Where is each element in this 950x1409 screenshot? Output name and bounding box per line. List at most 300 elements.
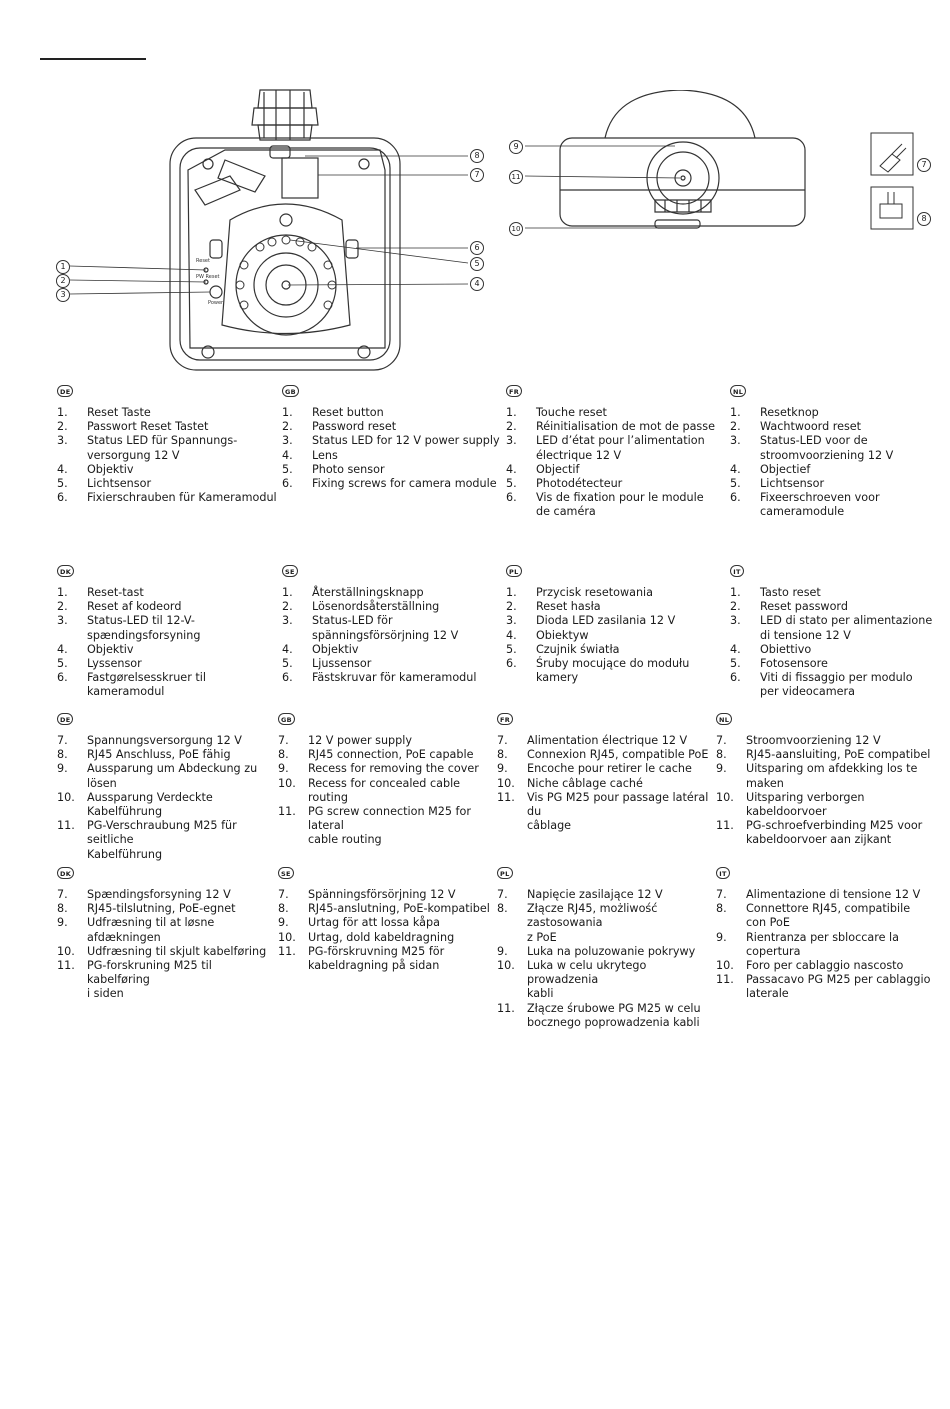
legend-item-text: LED d’état pour l’alimentation électrique 12 V (536, 434, 705, 462)
legend-item-number: 4. (506, 462, 517, 476)
legend-item-text: Status-LED til 12-V- spændingsforsyning (87, 614, 201, 642)
legend-item-text: Fästskruvar för kameramodul (312, 671, 477, 685)
callout-4: 4 (470, 277, 484, 291)
legend-item-number: 8. (278, 902, 289, 916)
legend-item (506, 463, 726, 477)
legend-item-text: Fixierschrauben für Kameramodul (87, 491, 277, 505)
legend-de-2 (57, 712, 275, 862)
legend-item (730, 463, 945, 477)
legend-nl-2 (716, 712, 931, 848)
legend-item-number: 9. (716, 930, 727, 944)
callout-plug-7: 7 (917, 158, 931, 172)
legend-item (497, 945, 711, 959)
legend-fr-2 (497, 712, 711, 833)
legend-item-number: 4. (506, 628, 517, 642)
legend-item-text: Alimentation électrique 12 V (527, 734, 688, 747)
legend-item-number: 2. (282, 600, 293, 614)
legend-item (506, 491, 726, 519)
legend-item-number: 9. (57, 762, 68, 776)
legend-item-number: 5. (730, 657, 741, 671)
legend-item-number: 7. (278, 888, 289, 901)
language-badge: NL (730, 385, 746, 397)
callout-11: 11 (509, 170, 523, 184)
legend-item (716, 748, 931, 762)
legend-item-text: Uitsparing om afdekking los te maken (746, 762, 918, 790)
legend-item (730, 491, 945, 519)
legend-item-text: PG-förskruvning M25 för kabeldragning på sidan (308, 944, 445, 973)
legend-item-text: Objektiv (87, 642, 134, 656)
language-badge: NL (716, 713, 732, 725)
legend-item (57, 657, 277, 671)
legend-item-number: 3. (57, 434, 68, 448)
legend-item (730, 657, 945, 671)
legend-item (278, 888, 493, 902)
legend-item-number: 8. (57, 748, 68, 762)
legend-item-text: RJ45 connection, PoE capable (308, 748, 474, 762)
legend-item-text: Dioda LED zasilania 12 V (536, 614, 676, 628)
legend-item-number: 11. (57, 959, 75, 973)
legend-item (57, 434, 277, 462)
legend-item-text: Ljussensor (312, 657, 372, 671)
legend-item (716, 762, 931, 790)
legend-item (506, 629, 726, 643)
legend-item (730, 477, 945, 491)
legend-item (497, 762, 711, 776)
legend-item-text: Resetknop (760, 406, 819, 419)
legend-item (506, 420, 726, 434)
legend-item-number: 7. (278, 734, 289, 747)
legend-item-text: Fotosensore (760, 657, 828, 671)
legend-item (506, 614, 726, 628)
legend-item-number: 10. (497, 776, 515, 790)
language-badge: FR (506, 385, 522, 397)
legend-item-number: 1. (506, 586, 517, 599)
legend-item (497, 777, 711, 791)
legend-item-number: 6. (57, 491, 68, 505)
legend-item (506, 600, 726, 614)
legend-item (506, 643, 726, 657)
legend-item-number: 7. (716, 888, 727, 901)
legend-item-number: 7. (716, 734, 727, 747)
legend-item (282, 643, 500, 657)
legend-item-number: 1. (282, 406, 293, 419)
legend-item-number: 1. (730, 406, 741, 419)
legend-item-text: Lösenordsåterställning (312, 600, 440, 614)
legend-item-text: PG-schroefverbinding M25 voor kabeldoorvoer aan zijkant (746, 819, 923, 847)
legend-item-number: 3. (730, 614, 741, 628)
legend-item-number: 10. (716, 959, 734, 973)
legend-item-text: Objectief (760, 462, 811, 476)
legend-item (278, 916, 493, 930)
legend-dk-2 (57, 866, 275, 1002)
legend-item (730, 614, 945, 642)
legend-item-number: 4. (282, 642, 293, 656)
callout-10: 10 (509, 222, 523, 236)
legend-item (730, 643, 945, 657)
legend-item-text: Urtag, dold kabeldragning (308, 930, 455, 944)
language-badge: PL (497, 867, 513, 879)
legend-item-text: Obiektyw (536, 628, 589, 642)
legend-de-1 (57, 384, 277, 505)
legend-item (278, 805, 493, 848)
legend-item-number: 1. (506, 406, 517, 419)
legend-item-text: Czujnik światła (536, 642, 620, 656)
camera-side-figure (505, 90, 815, 240)
legend-item-text: Status LED für Spannungs- versorgung 12 V (87, 434, 238, 462)
language-badge: DK (57, 565, 74, 577)
legend-item-number: 6. (282, 477, 293, 491)
legend-item (57, 463, 277, 477)
legend-it-2 (716, 866, 931, 1002)
legend-item-number: 4. (57, 462, 68, 476)
legend-item-text: Obiettivo (760, 642, 812, 656)
legend-item-number: 4. (282, 448, 293, 462)
language-badge: IT (730, 565, 744, 577)
legend-item-number: 3. (506, 614, 517, 628)
legend-item-text: LED di stato per alimentazione di tensione 12 V (760, 614, 933, 642)
legend-item-number: 6. (57, 671, 68, 685)
legend-item-text: Foro per cablaggio nascosto (746, 959, 904, 973)
language-badge: DE (57, 713, 73, 725)
legend-item-text: Connexion RJ45, compatible PoE (527, 748, 709, 762)
legend-item (282, 671, 500, 685)
legend-nl-1 (730, 384, 945, 520)
legend-item (57, 477, 277, 491)
legend-item-number: 2. (57, 600, 68, 614)
legend-item-text: Reset af kodeord (87, 600, 182, 614)
legend-item-text: Status-LED för spänningsförsörjning 12 V (312, 614, 459, 642)
legend-item (278, 748, 493, 762)
legend-item-number: 2. (282, 420, 293, 434)
legend-item-text: RJ45-tilslutning, PoE-egnet (87, 902, 236, 916)
language-badge: GB (278, 713, 295, 725)
legend-item (57, 614, 277, 642)
legend-item-text: Reset button (312, 406, 384, 419)
legend-item-number: 11. (716, 973, 734, 987)
legend-item-text: Reset-tast (87, 586, 144, 599)
legend-item-text: PG-forskruning M25 til kabelføring i siden (87, 959, 212, 1001)
legend-item-number: 4. (730, 462, 741, 476)
legend-item (730, 586, 945, 600)
legend-item (57, 945, 275, 959)
legend-item-number: 10. (278, 776, 296, 790)
legend-item-text: Spänningsförsörjning 12 V (308, 888, 456, 901)
legend-item-number: 1. (282, 586, 293, 599)
legend-item (57, 748, 275, 762)
legend-item-text: Photodétecteur (536, 477, 623, 491)
legend-item (506, 477, 726, 491)
legend-item (497, 1002, 711, 1030)
rj45-plug-figure (870, 186, 932, 230)
callout-6: 6 (470, 241, 484, 255)
legend-item-number: 8. (57, 902, 68, 916)
legend-gb-1 (282, 384, 500, 491)
language-badge: GB (282, 385, 299, 397)
legend-item-number: 2. (506, 600, 517, 614)
legend-item-text: Uitsparing verborgen kabeldoorvoer (746, 790, 865, 819)
legend-item-text: Touche reset (536, 406, 607, 419)
callout-plug-8: 8 (917, 212, 931, 226)
legend-item-number: 11. (497, 790, 515, 804)
legend-item (716, 931, 931, 959)
legend-item-text: Luka na poluzowanie pokrywy (527, 944, 696, 958)
legend-item-number: 6. (730, 671, 741, 685)
legend-item-text: Réinitialisation de mot de passe (536, 420, 715, 434)
legend-item-number: 6. (730, 491, 741, 505)
language-badge: SE (282, 565, 298, 577)
legend-item-text: Lyssensor (87, 657, 142, 671)
legend-item-number: 5. (506, 642, 517, 656)
legend-item-text: Viti di fissaggio per modulo per videocamera (760, 671, 913, 699)
legend-item (497, 959, 711, 1002)
callout-7: 7 (470, 168, 484, 182)
legend-item-text: RJ45 Anschluss, PoE fähig (87, 748, 231, 762)
legend-item-number: 11. (278, 805, 296, 819)
legend-item (278, 734, 493, 748)
callout-3: 3 (56, 288, 70, 302)
legend-item-number: 8. (497, 748, 508, 762)
legend-item-number: 2. (730, 420, 741, 434)
legend-item-number: 2. (57, 420, 68, 434)
callout-1: 1 (56, 260, 70, 274)
legend-item-number: 6. (506, 491, 517, 505)
legend-item-text: Aussparung um Abdeckung zu lösen (87, 762, 258, 790)
legend-se-1 (282, 564, 500, 685)
legend-item-text: Recess for removing the cover (308, 762, 479, 776)
legend-item-text: Luka w celu ukrytego prowadzenia kabli (527, 959, 647, 1001)
legend-item-number: 8. (278, 748, 289, 762)
legend-item-number: 7. (497, 888, 508, 901)
legend-item-text: Niche câblage caché (527, 776, 643, 790)
legend-se-2 (278, 866, 493, 973)
legend-item-number: 3. (57, 614, 68, 628)
legend-item-text: Photo sensor (312, 462, 385, 476)
legend-fr-1 (506, 384, 726, 520)
legend-item-text: Status-LED voor de stroomvoorziening 12 V (760, 434, 894, 462)
legend-item (497, 791, 711, 834)
legend-item-number: 6. (282, 671, 293, 685)
legend-item-text: Tasto reset (760, 586, 821, 599)
legend-item (282, 434, 500, 448)
legend-item-text: Återställningsknapp (312, 586, 424, 599)
legend-item-number: 11. (497, 1001, 515, 1015)
legend-item (716, 734, 931, 748)
callout-9: 9 (509, 140, 523, 154)
legend-item-number: 2. (730, 600, 741, 614)
legend-item (57, 902, 275, 916)
legend-item-number: 9. (497, 944, 508, 958)
legend-item-text: Encoche pour retirer le cache (527, 762, 692, 776)
legend-item-text: Fixing screws for camera module (312, 477, 497, 491)
legend-item (278, 762, 493, 776)
legend-item (506, 406, 726, 420)
legend-item-number: 9. (497, 762, 508, 776)
legend-item (57, 420, 277, 434)
legend-item-number: 7. (57, 734, 68, 747)
legend-item-number: 9. (57, 916, 68, 930)
callout-5: 5 (470, 257, 484, 271)
legend-item-text: Vis de fixation pour le module de caméra (536, 491, 704, 519)
legend-item (57, 406, 277, 420)
legend-item-text: Status LED for 12 V power supply (312, 434, 500, 448)
label-power: Power (208, 300, 224, 306)
legend-item (506, 434, 726, 462)
legend-item-text: Lichtsensor (87, 477, 152, 491)
legend-item-number: 10. (57, 790, 75, 804)
legend-item (716, 959, 931, 973)
legend-item-text: Reset hasła (536, 600, 601, 614)
legend-item (57, 491, 277, 505)
legend-item-number: 5. (57, 477, 68, 491)
legend-item-text: Urtag för att lossa kåpa (308, 916, 440, 930)
legend-item-text: Reset Taste (87, 406, 151, 419)
legend-item (57, 762, 275, 790)
legend-item-text: PG-Verschraubung M25 für seitliche Kabelführung (87, 819, 237, 861)
legend-item (57, 791, 275, 819)
legend-item-text: Złącze RJ45, możliwość zastosowania z PoE (527, 902, 658, 944)
legend-item (278, 945, 493, 973)
language-badge: DE (57, 385, 73, 397)
legend-item (282, 463, 500, 477)
legend-item (497, 902, 711, 945)
legend-item-number: 5. (730, 477, 741, 491)
legend-item-text: Fixeerschroeven voor cameramodule (760, 491, 880, 519)
language-badge: DK (57, 867, 74, 879)
legend-item-number: 10. (57, 944, 75, 958)
legend-item-text: Wachtwoord reset (760, 420, 862, 434)
legend-item (282, 614, 500, 642)
legend-item-text: Lichtsensor (760, 477, 825, 491)
legend-item-number: 10. (497, 959, 515, 973)
callout-2: 2 (56, 274, 70, 288)
legend-item-number: 6. (506, 657, 517, 671)
legend-item-text: RJ45-aansluiting, PoE compatibel (746, 748, 931, 762)
legend-item (506, 586, 726, 600)
legend-item-text: Passacavo PG M25 per cablaggio laterale (746, 973, 931, 1001)
legend-item (57, 671, 277, 699)
legend-item-text: Reset password (760, 600, 848, 614)
legend-item (282, 657, 500, 671)
legend-item-number: 10. (716, 790, 734, 804)
legend-item (57, 600, 277, 614)
legend-item-text: Passwort Reset Tastet (87, 420, 209, 434)
language-badge: PL (506, 565, 522, 577)
legend-item-number: 9. (716, 762, 727, 776)
legend-item-text: RJ45-anslutning, PoE-kompatibel (308, 902, 490, 916)
legend-item-number: 3. (282, 614, 293, 628)
legend-item (497, 734, 711, 748)
legend-item (716, 791, 931, 819)
legend-item-number: 8. (497, 902, 508, 916)
legend-item-number: 11. (278, 944, 296, 958)
legend-item-text: Password reset (312, 420, 397, 434)
legend-item-text: Udfræsning til at løsne afdækningen (87, 916, 215, 944)
legend-item-number: 3. (730, 434, 741, 448)
legend-item (716, 819, 931, 847)
legend-item (57, 959, 275, 1002)
language-badge: SE (278, 867, 294, 879)
legend-item (730, 420, 945, 434)
language-badge: IT (716, 867, 730, 879)
legend-item-number: 10. (278, 930, 296, 944)
legend-item-number: 5. (506, 477, 517, 491)
legend-item-text: Aussparung Verdeckte Kabelführung (87, 790, 213, 819)
legend-item (282, 406, 500, 420)
power-plug-figure (870, 132, 932, 176)
legend-item-number: 3. (506, 434, 517, 448)
legend-item (282, 477, 500, 491)
legend-item-number: 1. (730, 586, 741, 599)
legend-item-text: Udfræsning til skjult kabelføring (87, 944, 267, 958)
legend-item-text: Przycisk resetowania (536, 586, 654, 599)
legend-item (57, 819, 275, 862)
legend-item-text: Objectif (536, 462, 580, 476)
header-rule (40, 58, 146, 60)
legend-item (730, 671, 945, 699)
legend-item-number: 7. (497, 734, 508, 747)
legend-item (57, 734, 275, 748)
legend-item-number: 5. (282, 657, 293, 671)
legend-item (282, 600, 500, 614)
legend-item-text: Alimentazione di tensione 12 V (746, 888, 921, 901)
legend-item-text: 12 V power supply (308, 734, 412, 747)
legend-item-text: Śruby mocujące do modułu kamery (536, 657, 690, 685)
legend-item-number: 3. (282, 434, 293, 448)
legend-item-text: Vis PG M25 pour passage latéral du câblage (527, 790, 709, 833)
legend-item-number: 11. (716, 819, 734, 833)
legend-item-text: Spannungsversorgung 12 V (87, 734, 242, 747)
legend-item-number: 11. (57, 819, 75, 833)
legend-item-text: Fastgørelsesskruer til kameramodul (87, 671, 206, 699)
legend-pl-1 (506, 564, 726, 685)
legend-gb-2 (278, 712, 493, 848)
legend-item (57, 643, 277, 657)
label-reset: Reset (196, 258, 210, 264)
legend-item-text: Rientranza per sbloccare la copertura (746, 930, 900, 958)
legend-item-number: 4. (57, 642, 68, 656)
legend-item-text: Stroomvoorziening 12 V (746, 734, 881, 747)
legend-item (716, 888, 931, 902)
legend-item (497, 888, 711, 902)
legend-item-text: Connettore RJ45, compatibile con PoE (746, 902, 911, 930)
legend-item (506, 657, 726, 685)
legend-item-number: 4. (730, 642, 741, 656)
legend-item-text: Lens (312, 448, 338, 462)
legend-item (497, 748, 711, 762)
legend-item-number: 1. (57, 586, 68, 599)
legend-it-1 (730, 564, 945, 700)
legend-item-number: 7. (57, 888, 68, 901)
legend-item (716, 902, 931, 930)
camera-front-figure (50, 80, 490, 375)
legend-item (278, 777, 493, 805)
legend-item (57, 916, 275, 944)
legend-item-text: PG screw connection M25 for lateral cable routing (308, 805, 471, 847)
legend-item (730, 434, 945, 462)
legend-dk-1 (57, 564, 277, 700)
legend-item-number: 1. (57, 406, 68, 419)
legend-item (282, 586, 500, 600)
legend-item (282, 449, 500, 463)
legend-item-number: 2. (506, 420, 517, 434)
legend-item-number: 9. (278, 916, 289, 930)
legend-item (57, 586, 277, 600)
legend-item (282, 420, 500, 434)
legend-item-number: 5. (57, 657, 68, 671)
legend-item-text: Objektiv (312, 642, 359, 656)
legend-item (57, 888, 275, 902)
legend-item-text: Złącze śrubowe PG M25 w celu bocznego poprowadzenia kabli (527, 1001, 701, 1029)
